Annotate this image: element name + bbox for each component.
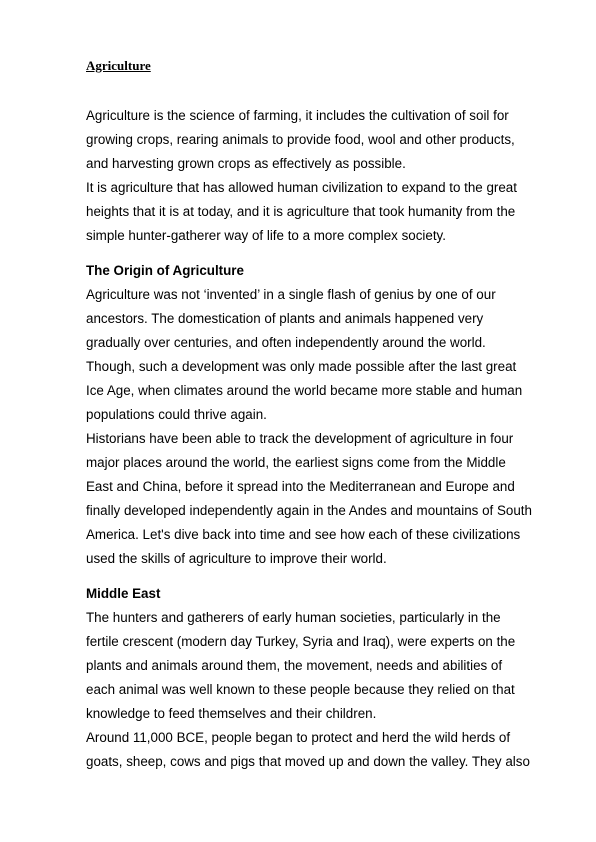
- origin-line: Agriculture was not ‘invented’ in a single flash of genius by one of our: [86, 287, 496, 302]
- middle-east-line: The hunters and gatherers of early human societies, particularly in the: [86, 610, 501, 625]
- middle-east-line: knowledge to feed themselves and their children.: [86, 706, 377, 721]
- origin-line: populations could thrive again.: [86, 407, 267, 422]
- intro-line: growing crops, rearing animals to provide food, wool and other products,: [86, 132, 515, 147]
- origin-line: East and China, before it spread into the Mediterranean and Europe and: [86, 479, 515, 494]
- section-heading-middle-east: Middle East: [86, 586, 161, 601]
- middle-east-line: fertile crescent (modern day Turkey, Syria and Iraq), were experts on the: [86, 634, 516, 649]
- section-heading-origin: The Origin of Agriculture: [86, 263, 244, 278]
- origin-line: America. Let's dive back into time and see how each of these civilizations: [86, 527, 521, 542]
- origin-line: used the skills of agriculture to improve their world.: [86, 551, 387, 566]
- middle-east-line: each animal was well known to these people because they relied on that: [86, 682, 515, 697]
- origin-line: gradually over centuries, and often independently around the world.: [86, 335, 486, 350]
- intro-line: It is agriculture that has allowed human civilization to expand to the great: [86, 180, 517, 195]
- middle-east-line: goats, sheep, cows and pigs that moved up and down the valley. They also: [86, 754, 530, 769]
- origin-line: Though, such a development was only made possible after the last great: [86, 359, 517, 374]
- middle-east-line: plants and animals around them, the movement, needs and abilities of: [86, 658, 503, 673]
- origin-line: major places around the world, the earliest signs come from the Middle: [86, 455, 506, 470]
- intro-line: simple hunter-gatherer way of life to a more complex society.: [86, 228, 446, 243]
- middle-east-line: Around 11,000 BCE, people began to protect and herd the wild herds of: [86, 730, 511, 745]
- intro-line: and harvesting grown crops as effectively as possible.: [86, 156, 406, 171]
- origin-line: finally developed independently again in the Andes and mountains of South: [86, 503, 532, 518]
- intro-line: Agriculture is the science of farming, it includes the cultivation of soil for: [86, 108, 509, 123]
- origin-line: ancestors. The domestication of plants and animals happened very: [86, 311, 484, 326]
- origin-line: Ice Age, when climates around the world became more stable and human: [86, 383, 523, 398]
- origin-line: Historians have been able to track the development of agriculture in four: [86, 431, 514, 446]
- intro-line: heights that it is at today, and it is agriculture that took humanity from the: [86, 204, 516, 219]
- page-title: Agriculture: [86, 58, 151, 73]
